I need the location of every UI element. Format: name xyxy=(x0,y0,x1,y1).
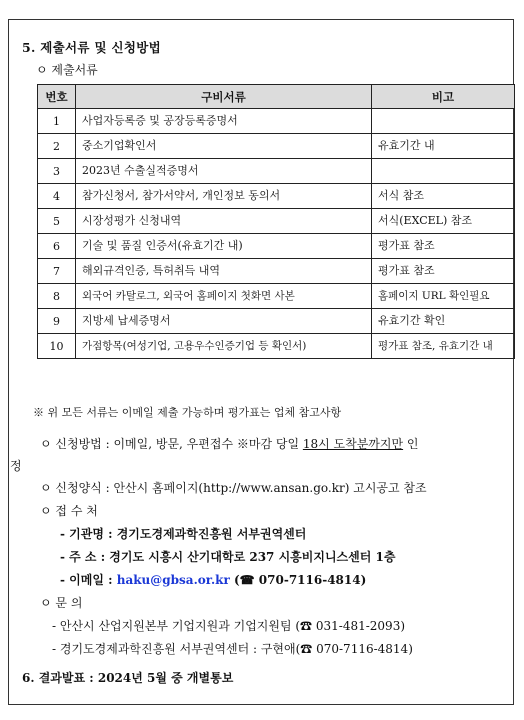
reception-title: ㅇ 접 수 처 xyxy=(40,504,98,518)
row-number: 2 xyxy=(38,134,76,159)
reception-phone: (☎ 070-7116-4814) xyxy=(229,573,367,587)
application-method-suffix: 인 xyxy=(403,437,419,451)
row-note: 유효기간 내 xyxy=(372,134,515,159)
table-header-row xyxy=(38,85,515,109)
table-row xyxy=(38,259,515,284)
email-link[interactable]: haku@gbsa.or.kr xyxy=(116,573,230,587)
table-row xyxy=(38,134,515,159)
table-row xyxy=(38,184,515,209)
table-row xyxy=(38,309,515,334)
row-number: 9 xyxy=(38,309,76,334)
row-note: 서식 참조 xyxy=(372,184,515,209)
row-number: 8 xyxy=(38,284,76,309)
application-method-wrap: 정 xyxy=(10,459,22,473)
row-document: 시장성평가 신청내역 xyxy=(76,209,372,234)
table-row xyxy=(38,209,515,234)
row-note xyxy=(372,159,515,184)
row-document: 중소기업확인서 xyxy=(76,134,372,159)
row-number: 5 xyxy=(38,209,76,234)
deadline-underlined: 18시 도착분까지만 xyxy=(302,437,404,451)
required-documents-table xyxy=(37,84,515,359)
table-row xyxy=(38,334,515,359)
reception-email-line xyxy=(60,571,366,588)
row-number: 4 xyxy=(38,184,76,209)
row-note: 유효기간 확인 xyxy=(372,309,515,334)
row-number: 7 xyxy=(38,259,76,284)
row-number: 3 xyxy=(38,159,76,184)
header-number: 번호 xyxy=(38,85,76,109)
row-note: 평가표 참조, 유효기간 내 xyxy=(372,334,515,359)
row-document: 지방세 납세증명서 xyxy=(76,309,372,334)
row-number: 10 xyxy=(38,334,76,359)
row-document: 사업자등록증 및 공장등록증명서 xyxy=(76,109,372,134)
row-document: 2023년 수출실적증명서 xyxy=(76,159,372,184)
row-document: 외국어 카탈로그, 외국어 홈페이지 첫화면 사본 xyxy=(76,284,372,309)
application-form: ㅇ 신청양식 : 안산시 홈페이지(http://www.ansan.go.kr) 고시공고 참조 xyxy=(40,481,427,495)
inquiry-gbsa: - 경기도경제과학진흥원 서부권역센터 : 구현애(☎ 070-7116-4814) xyxy=(52,642,413,656)
submission-footnote: ※ 위 모든 서류는 이메일 제출 가능하며 평가표는 업체 참고사항 xyxy=(33,406,342,419)
row-number: 1 xyxy=(38,109,76,134)
row-note: 평가표 참조 xyxy=(372,259,515,284)
section-6-result: 6. 결과발표 : 2024년 5월 중 개별통보 xyxy=(22,671,234,685)
row-document: 참가신청서, 참가서약서, 개인정보 동의서 xyxy=(76,184,372,209)
inquiry-ansan: - 안산시 산업지원본부 기업지원과 기업지원팀 (☎ 031-481-2093) xyxy=(52,619,406,633)
row-note: 평가표 참조 xyxy=(372,234,515,259)
table-row xyxy=(38,284,515,309)
required-docs-bullet: ㅇ 제출서류 xyxy=(36,63,98,77)
table-row xyxy=(38,234,515,259)
email-label: - 이메일 : xyxy=(60,573,117,587)
row-document: 가점항목(여성기업, 고용우수인증기업 등 확인서) xyxy=(76,334,372,359)
row-note: 홈페이지 URL 확인필요 xyxy=(372,284,515,309)
row-document: 해외규격인증, 특허취득 내역 xyxy=(76,259,372,284)
row-note xyxy=(372,109,515,134)
application-method-text: ㅇ 신청방법 : 이메일, 방문, 우편접수 ※마감 당일 xyxy=(40,437,303,451)
section-5-title: 5. 제출서류 및 신청방법 xyxy=(22,40,161,55)
reception-organization: - 기관명 : 경기도경제과학진흥원 서부권역센터 xyxy=(60,527,307,541)
application-method xyxy=(40,435,419,452)
row-note: 서식(EXCEL) 참조 xyxy=(372,209,515,234)
row-number: 6 xyxy=(38,234,76,259)
table-row xyxy=(38,109,515,134)
inquiry-title: ㅇ 문 의 xyxy=(40,596,83,610)
header-documents: 구비서류 xyxy=(76,85,372,109)
row-document: 기술 및 품질 인증서(유효기간 내) xyxy=(76,234,372,259)
reception-address: - 주 소 : 경기도 시흥시 산기대학로 237 시흥비지니스센터 1층 xyxy=(60,550,396,564)
header-notes: 비고 xyxy=(372,85,515,109)
table-row xyxy=(38,159,515,184)
